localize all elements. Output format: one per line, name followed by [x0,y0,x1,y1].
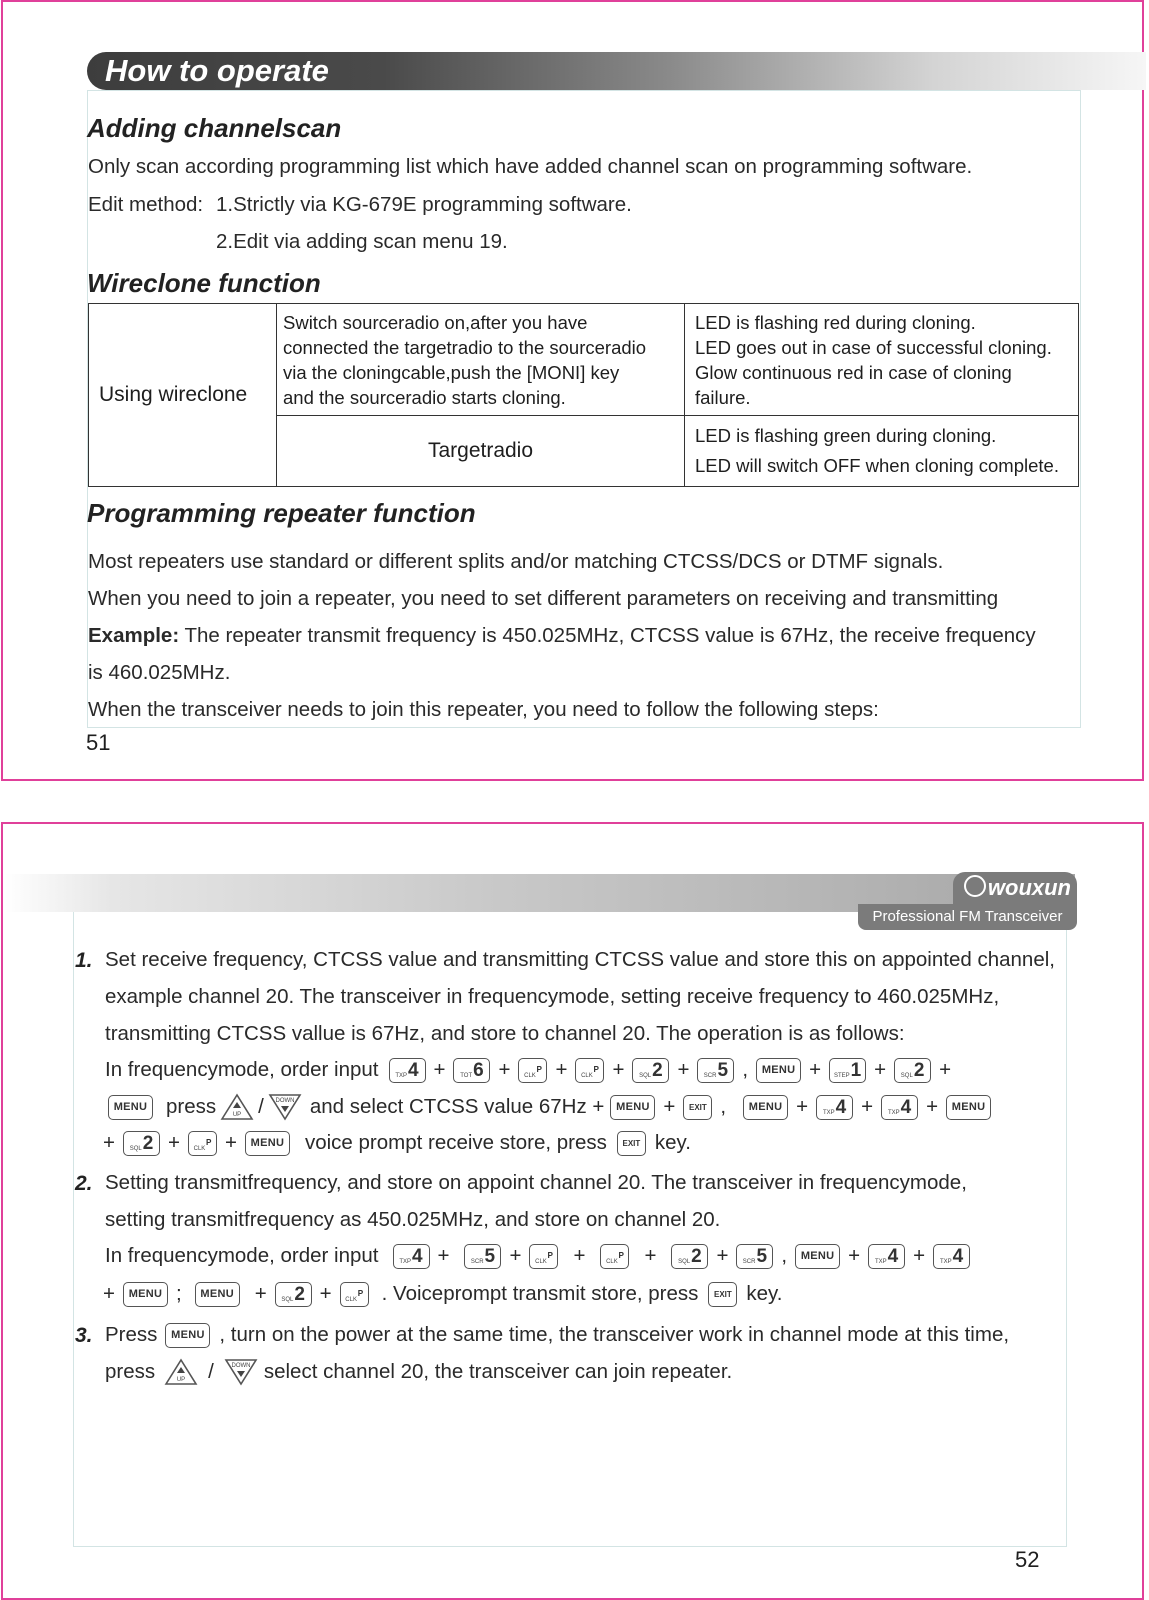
key-main: 2 [913,1059,925,1081]
step1-line2: example channel 20. The transceiver in frequencymode, setting receive frequency to 460.025MHz, [105,985,1000,1008]
header-bar [87,52,1146,90]
key-sub: CLK [535,1258,547,1265]
page-number: 51 [86,730,111,755]
section-title-adding-channelscan: Adding channelscan [87,113,342,143]
key-sub: TXP [399,1258,412,1265]
example-continuation: is 460.025MHz. [88,661,231,684]
section-title-repeater: Programming repeater function [87,498,476,528]
up-key-icon [219,1092,255,1122]
repeater-paragraph-2: When you need to join a repeater, you need to set different parameters on receiving and transmitting [88,587,999,610]
key-sub: CLK [193,1145,206,1152]
press-label: press [105,1360,156,1383]
key-0 [518,1058,547,1083]
key-main: 2 [294,1283,305,1305]
source-led-line: LED is flashing red during cloning. [695,311,976,333]
step-number: 3. [75,1324,93,1347]
step1-key-sequence-3: + SQL 2 + CLK ᴾ + MENU voice prompt receive store, press EXIT key. [103,1131,691,1154]
key-main: 4 [412,1245,423,1267]
key-4 [393,1244,430,1269]
step-number: 2. [75,1172,93,1195]
key-sub: TXP [939,1258,952,1265]
key-word: key. [746,1282,783,1305]
key-2 [632,1058,669,1083]
key-main: MENU [113,1101,148,1113]
key-0 [600,1244,629,1269]
key-menu [610,1095,655,1120]
key-2 [894,1058,931,1083]
manual-page-51 [1,0,1144,781]
store-text: voice prompt receive store, press [304,1131,607,1154]
key-main: ᴾ [357,1287,364,1302]
wireclone-row-label: Using wireclone [89,304,277,487]
key-4 [816,1095,853,1120]
example-text: The repeater transmit frequency is 450.025MHz, CTCSS value is 67Hz, the receive frequency [179,624,1036,647]
key-main: ᴾ [593,1063,599,1078]
header-title: How to operate [105,53,329,88]
edit-method-1: 1.Strictly via KG-679E programming software. [216,193,632,216]
manual-page-52 [1,822,1144,1600]
source-desc-line: connected the targetradio to the sourceradio [283,336,647,358]
page-number: 52 [1015,1547,1040,1572]
source-led-cell [685,304,1079,416]
key-menu [245,1131,290,1156]
key-main: 4 [887,1245,899,1267]
key-sub: CLK [524,1072,536,1079]
key-menu [743,1095,788,1120]
key-menu [946,1095,991,1120]
logo-mark-icon [964,875,986,897]
down-label: DOWN [275,1098,295,1104]
key-sub: SQL [129,1145,142,1152]
press-label: press [166,1095,217,1118]
up-key-icon [163,1357,199,1387]
brand-subtitle: Professional FM Transceiver [858,904,1077,930]
step3-line1 [105,1320,1009,1350]
key-sub: TXP [874,1258,887,1265]
key-main: 5 [756,1245,768,1267]
key-menu [795,1244,840,1269]
step1-line1: Set receive frequency, CTCSS value and transmitting CTCSS value and store this on appointed channel, [105,948,1055,971]
key-sub: CLK [345,1296,357,1303]
key-main: 6 [473,1059,484,1081]
example-label: Example: [88,624,180,647]
brand-name: wouxun [987,875,1071,900]
key-0 [575,1058,604,1083]
key-main: MENU [200,1288,234,1300]
key-main: 5 [717,1059,729,1081]
key-2 [671,1244,708,1269]
key-main: MENU [171,1329,205,1341]
key-menu [108,1095,153,1120]
key-exit [617,1131,646,1156]
down-key-icon [267,1092,303,1122]
key-sub: SQL [281,1296,294,1303]
key-main: MENU [951,1101,986,1113]
key-sub: SCR [470,1258,484,1265]
step1-key-sequence-2: MENU press UP / DOWN and select CTCSS value 67Hz + MENU + EXIT , MENU + TXP 4 + TXP 4 + MENU [105,1092,994,1122]
key-main: 2 [691,1245,702,1267]
source-description-cell [277,304,685,416]
source-desc-line: and the sourceradio starts cloning. [283,386,566,408]
sequence-label: In frequencymode, order input [105,1244,379,1267]
key-sub: TXP [887,1109,900,1116]
source-led-line: LED goes out in case of successful cloning. [695,336,1052,358]
key-sub: SQL [678,1258,691,1265]
key-6 [453,1058,490,1083]
key-main: EXIT [622,1138,641,1148]
key-0 [340,1282,369,1307]
key-4 [389,1058,426,1083]
source-desc-line: Switch sourceradio on,after you have [283,311,588,333]
key-main: 2 [652,1059,663,1081]
key-main: MENU [800,1250,835,1262]
step1-line3: transmitting CTCSS vallue is 67Hz, and store to channel 20. The operation is as follows: [105,1022,905,1045]
key-menu [195,1282,240,1307]
key-main: MENU [748,1101,783,1113]
key-4 [868,1244,905,1269]
step2-line1: Setting transmitfrequency, and store on appoint channel 20. The transceiver in frequencymode, [105,1171,967,1194]
source-desc-line: via the cloningcable,push the [MONI] key [283,361,620,383]
key-0 [188,1131,217,1156]
wireclone-table [88,303,1079,487]
step-number: 1. [75,949,93,972]
key-main: 1 [850,1059,862,1081]
key-main: MENU [128,1288,163,1300]
key-exit [683,1095,712,1120]
key-menu [123,1282,168,1307]
key-sub: CLK [606,1258,618,1265]
down-label: DOWN [231,1363,251,1369]
up-label: UP [176,1377,186,1383]
select-ctcss-text: and select CTCSS value 67Hz + [309,1095,605,1118]
key-2 [275,1282,312,1307]
key-main: 4 [952,1245,964,1267]
key-sub: TOT [460,1072,473,1079]
key-menu [756,1058,801,1083]
key-sub: TXP [395,1072,408,1079]
key-5 [697,1058,734,1083]
key-main: ᴾ [536,1063,542,1078]
step3-line2: press UP / DOWN select channel 20, the transceiver can join repeater. [105,1356,732,1388]
press-label: Press [105,1323,158,1346]
key-sub: CLK [581,1072,593,1079]
key-main: ᴾ [206,1136,212,1151]
target-led-line: LED will switch OFF when cloning complete. [695,455,1059,476]
key-sub: STEP [833,1072,850,1079]
sequence-label: In frequencymode, order input [105,1058,379,1081]
key-main: 5 [484,1245,496,1267]
step2-key-sequence-1: In frequencymode, order input TXP 4 + SCR 5 + CLK ᴾ + CLK ᴾ + SQL 2 + SCR 5 , MENU + TXP 4 + TXP 4 [105,1241,973,1271]
key-sub: SCR [742,1258,756,1265]
key-4 [881,1095,918,1120]
key-2 [123,1131,160,1156]
step1-key-sequence-1: In frequencymode, order input TXP 4 + TOT 6 + CLK ᴾ + CLK ᴾ + SQL 2 + SCR 5 , MENU + STEP 1 + SQL 2 + [105,1058,952,1081]
key-sub: SQL [900,1072,913,1079]
step3-text: select channel 20, the transceiver can join repeater. [263,1360,733,1383]
step3-text: , turn on the power at the same time, the transceiver work in channel mode at this time, [219,1323,1010,1346]
key-5 [464,1244,501,1269]
target-radio-cell: Targetradio [277,416,685,487]
source-led-line: Glow continuous red in case of cloning [695,361,1012,383]
key-sub: SCR [703,1072,717,1079]
example-paragraph [88,624,1036,648]
key-exit [708,1282,737,1307]
key-main: MENU [616,1101,650,1113]
key-word: key. [654,1131,691,1154]
step2-key-sequence-2: + MENU ; MENU + SQL 2 + CLK ᴾ . Voiceprompt transmit store, press EXIT key. [103,1282,783,1305]
up-label: UP [232,1112,242,1118]
key-main: EXIT [689,1102,707,1112]
key-1 [829,1058,866,1083]
key-main: 4 [408,1059,419,1081]
key-main: EXIT [714,1289,732,1299]
store-text: . Voiceprompt transmit store, press [381,1282,699,1305]
repeater-paragraph-1: Most repeaters use standard or different splits and/or matching CTCSS/DCS or DTMF signals. [88,550,944,573]
target-led-line: LED is flashing green during cloning. [695,425,997,446]
key-4 [933,1244,970,1269]
key-main: 2 [142,1132,154,1154]
source-led-line: failure. [695,386,751,408]
target-led-cell [685,416,1079,487]
key-main: ᴾ [547,1249,553,1264]
key-menu [165,1323,210,1348]
key-sub: SQL [639,1072,652,1079]
down-key-icon [223,1357,259,1387]
edit-method-2: 2.Edit via adding scan menu 19. [216,230,508,253]
key-main: ᴾ [618,1249,624,1264]
edit-method-label: Edit method: [88,193,204,216]
key-5 [736,1244,773,1269]
key-main: MENU [250,1137,285,1149]
adding-paragraph: Only scan according programming list which have added channel scan on programming software. [88,155,973,178]
key-0 [529,1244,558,1269]
brand-logo [953,872,1077,904]
key-main: 4 [835,1096,847,1118]
section-title-wireclone: Wireclone function [87,268,321,298]
step2-line2: setting transmitfrequency as 450.025MHz, and store on channel 20. [105,1208,721,1231]
repeater-paragraph-3: When the transceiver needs to join this repeater, you need to follow the following steps: [88,698,879,721]
key-main: MENU [761,1064,796,1076]
key-main: 4 [900,1096,912,1118]
key-sub: TXP [822,1109,835,1116]
